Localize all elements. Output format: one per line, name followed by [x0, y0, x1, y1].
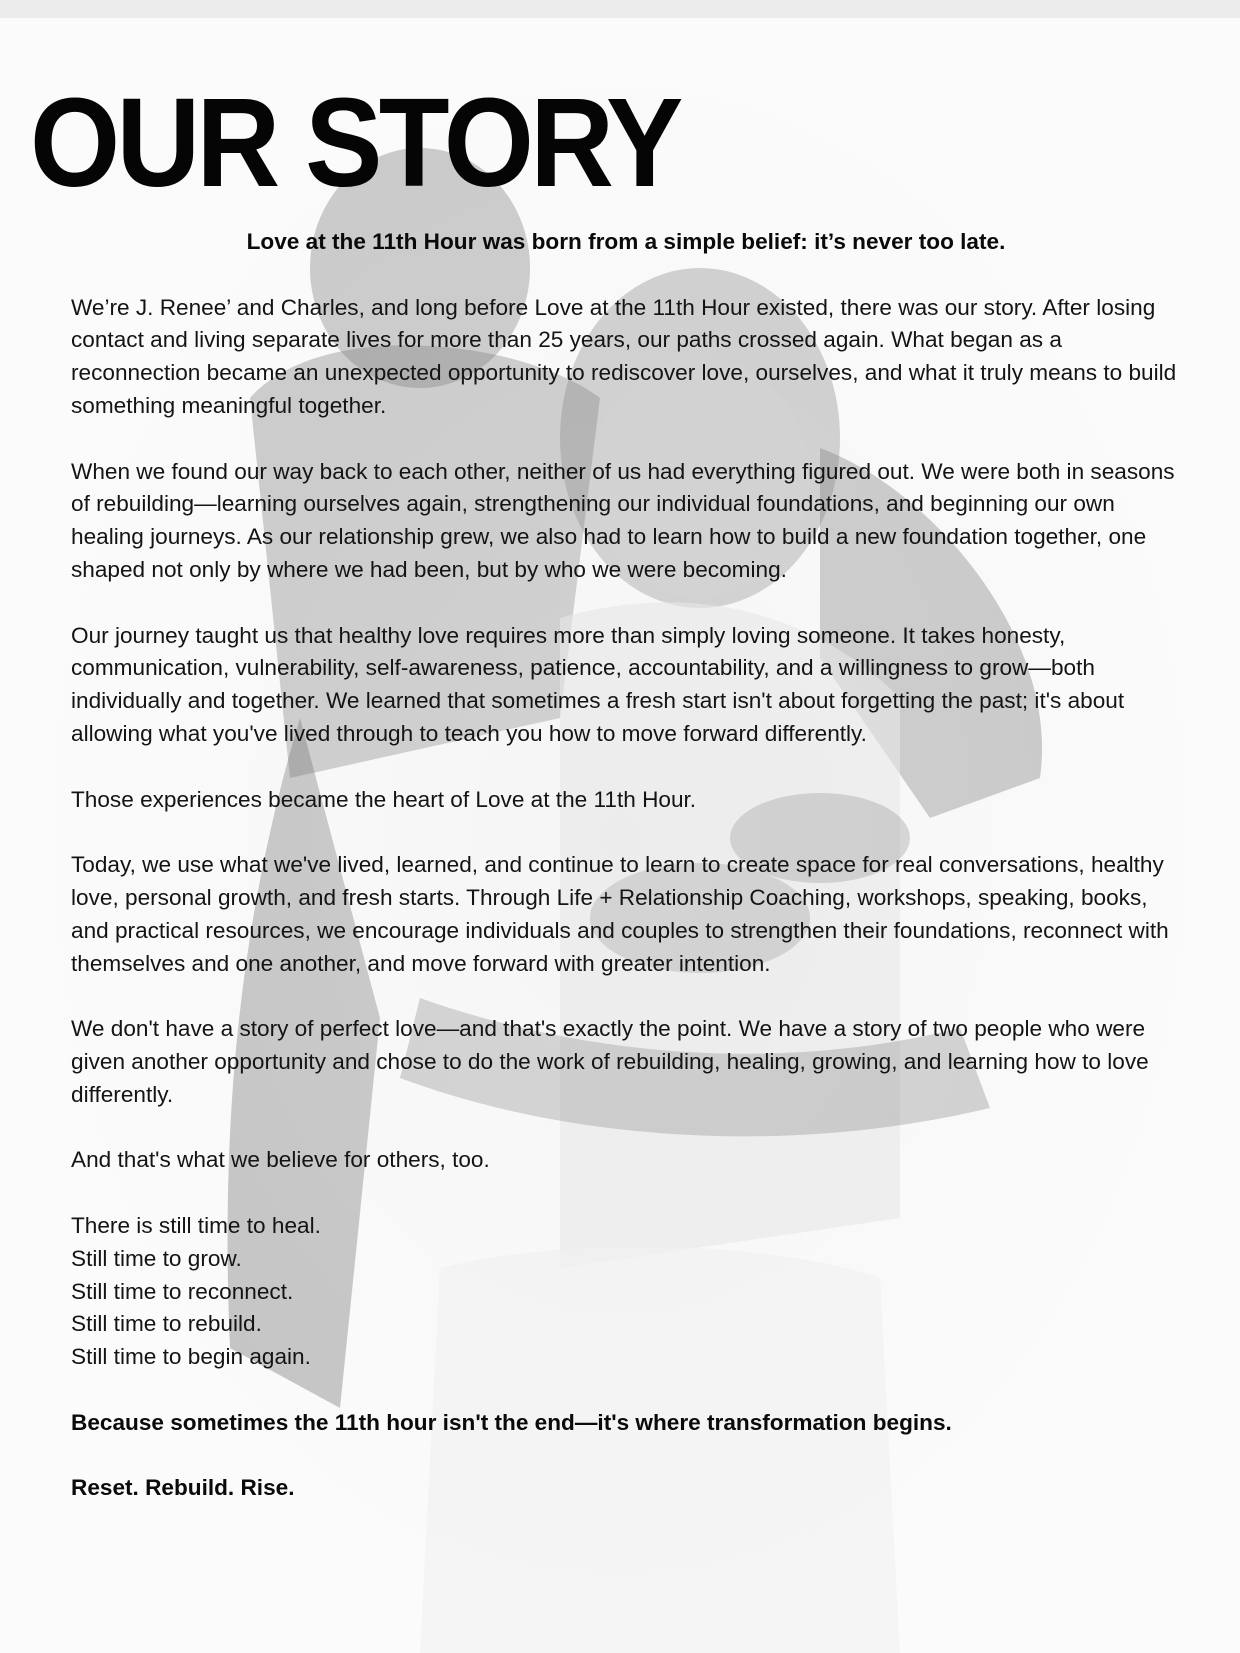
story-paragraph: Today, we use what we've lived, learned, and continue to learn to create space for real conversations, healthy love, personal growth, and fresh starts. Through Life + Relationship Coaching, workshops, speaking, books, and practical resources, we encourage individuals and couples to strengthen their foundations, reconnect with themselves and one another, and move forward with greater intention. — [71, 852, 1169, 976]
story-paragraph: Our journey taught us that healthy love requires more than simply loving someone. It takes honesty, communication, vulnerability, self-awareness, patience, accountability, and a willingness to grow—both individually and together. We learned that sometimes a fresh start isn't about forgetting the past; it's about allowing what you've lived through to teach you how to move forward differently. — [71, 622, 1125, 746]
page-title: OUR STORY — [30, 72, 680, 213]
closing-statement: Because sometimes the 11th hour isn't the end—it's where transformation begins. — [71, 1409, 952, 1435]
still-time-line: Still time to grow. — [71, 1245, 242, 1271]
still-time-line: Still time to begin again. — [71, 1344, 311, 1370]
story-paragraph: We’re J. Renee’ and Charles, and long before Love at the 11th Hour existed, there was our story. After losing contact and living separate lives for more than 25 years, our paths crossed again. What began as a reconnection became an unexpected opportunity to rediscover love, ourselves, and what it truly means to build something meaningful together. — [71, 294, 1177, 418]
still-time-line: Still time to reconnect. — [71, 1278, 294, 1304]
story-paragraph: And that's what we believe for others, too. — [71, 1147, 490, 1173]
tagline: Love at the 11th Hour was born from a simple belief: it’s never too late. — [246, 229, 1006, 254]
story-paragraph: Those experiences became the heart of Love at the 11th Hour. — [71, 786, 697, 812]
still-time-line: There is still time to heal. — [71, 1212, 321, 1238]
story-page — [0, 18, 1240, 1653]
still-time-list — [71, 1210, 1181, 1374]
still-time-line: Still time to rebuild. — [71, 1311, 262, 1337]
story-paragraph: We don't have a story of perfect love—and that's exactly the point. We have a story of two people who were given another opportunity and chose to do the work of rebuilding, healing, growing, and learning how to love differently. — [71, 1016, 1149, 1107]
story-content — [71, 226, 1181, 1538]
motto: Reset. Rebuild. Rise. — [71, 1475, 295, 1501]
story-paragraph: When we found our way back to each other, neither of us had everything figured out. We were both in seasons of rebuilding—learning ourselves again, strengthening our individual foundations, and beginning our own healing journeys. As our relationship grew, we also had to learn how to build a new foundation together, one shaped not only by where we had been, but by who we were becoming. — [71, 458, 1175, 582]
